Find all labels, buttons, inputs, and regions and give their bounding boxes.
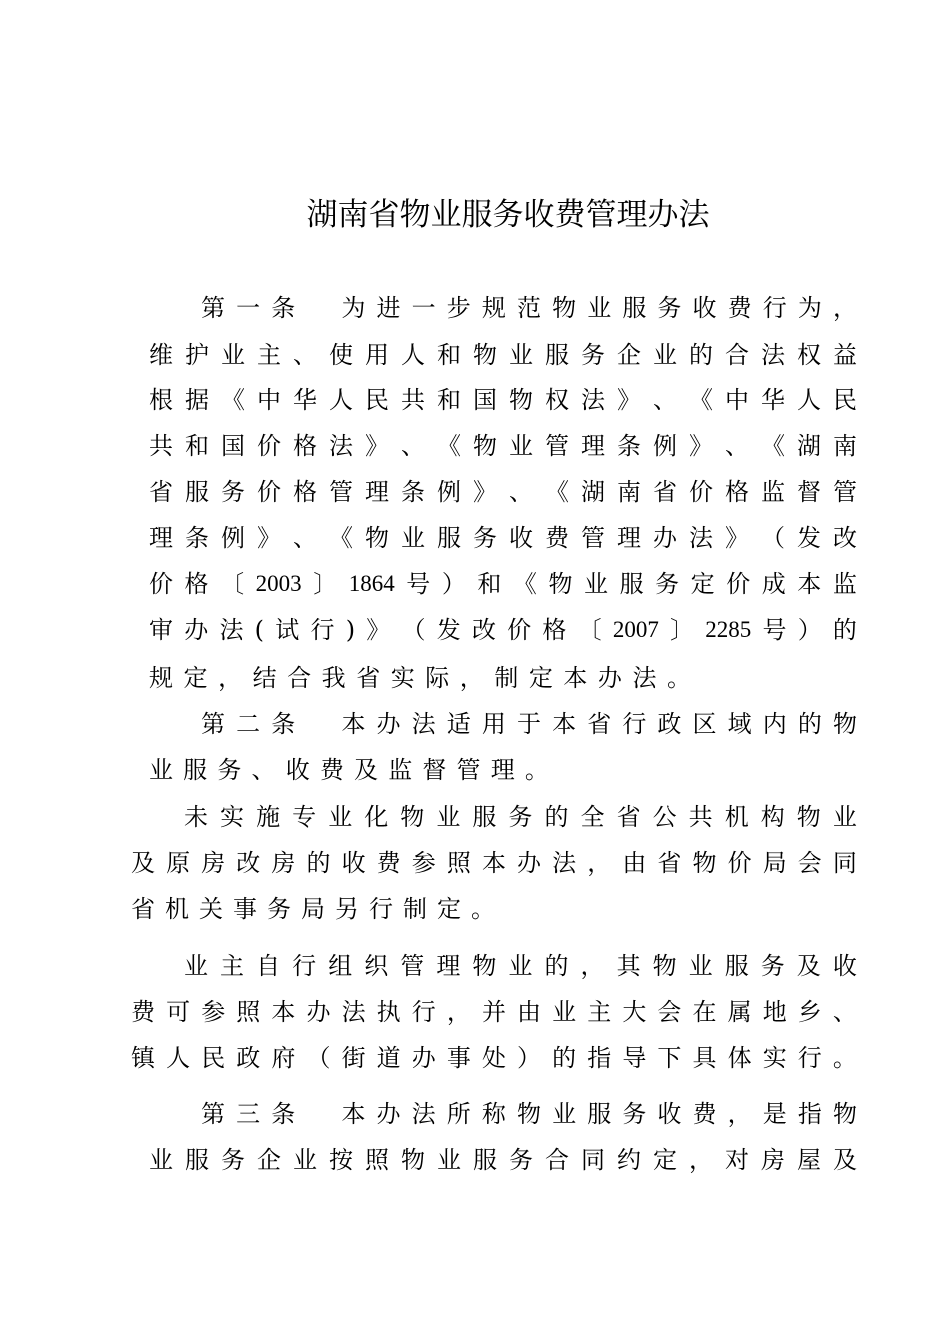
text-line: 镇 人 民 政 府 （ 街 道 办 事 处 ） 的 指 导 下 具 体 实 行 。 (131, 1044, 857, 1072)
text-line: 省 服 务 价 格 管 理 条 例 》 、 《 湖 南 省 价 格 监 督 管 (149, 478, 857, 506)
text-line: 业 主 自 行 组 织 管 理 物 业 的 ， 其 物 业 服 务 及 收 (184, 952, 857, 980)
text-line: 未 实 施 专 业 化 物 业 服 务 的 全 省 公 共 机 构 物 业 (184, 803, 857, 831)
text-line: 价 格 〔 2003 〕 1864 号 ） 和 《 物 业 服 务 定 价 成 本 监 (149, 570, 857, 598)
text-line: 费 可 参 照 本 办 法 执 行 ， 并 由 业 主 大 会 在 属 地 乡 、 (131, 998, 857, 1026)
text-line: 根 据 《 中 华 人 民 共 和 国 物 权 法 》 、 《 中 华 人 民 (149, 386, 857, 414)
text-line: 第 三 条 本 办 法 所 称 物 业 服 务 收 费 ， 是 指 物 (201, 1100, 857, 1128)
text-line: 理 条 例 》 、 《 物 业 服 务 收 费 管 理 办 法 》 （ 发 改 (149, 524, 857, 552)
text-line: 审 办 法 ( 试 行 ) 》 （ 发 改 价 格 〔 2007 〕 2285 号 ） 的 (149, 616, 857, 644)
text-line: 省 机 关 事 务 局 另 行 制 定 。 (131, 895, 495, 923)
document-title: 湖南省物业服务收费管理办法 (306, 197, 710, 233)
text-line: 第 二 条 本 办 法 适 用 于 本 省 行 政 区 域 内 的 物 (201, 710, 857, 738)
text-line: 及 原 房 改 房 的 收 费 参 照 本 办 法 ， 由 省 物 价 局 会 同 (131, 849, 857, 877)
text-line: 业 服 务 企 业 按 照 物 业 服 务 合 同 约 定 ， 对 房 屋 及 (149, 1146, 857, 1174)
text-line: 维 护 业 主 、 使 用 人 和 物 业 服 务 企 业 的 合 法 权 益 (149, 341, 857, 369)
text-line: 业 服 务 、 收 费 及 监 督 管 理 。 (149, 756, 549, 784)
text-line: 共 和 国 价 格 法 》 、 《 物 业 管 理 条 例 》 、 《 湖 南 (149, 432, 857, 460)
text-line: 第 一 条 为 进 一 步 规 范 物 业 服 务 收 费 行 为 ， (201, 294, 857, 322)
text-line: 规 定 ， 结 合 我 省 实 际 ， 制 定 本 办 法 。 (149, 664, 691, 692)
